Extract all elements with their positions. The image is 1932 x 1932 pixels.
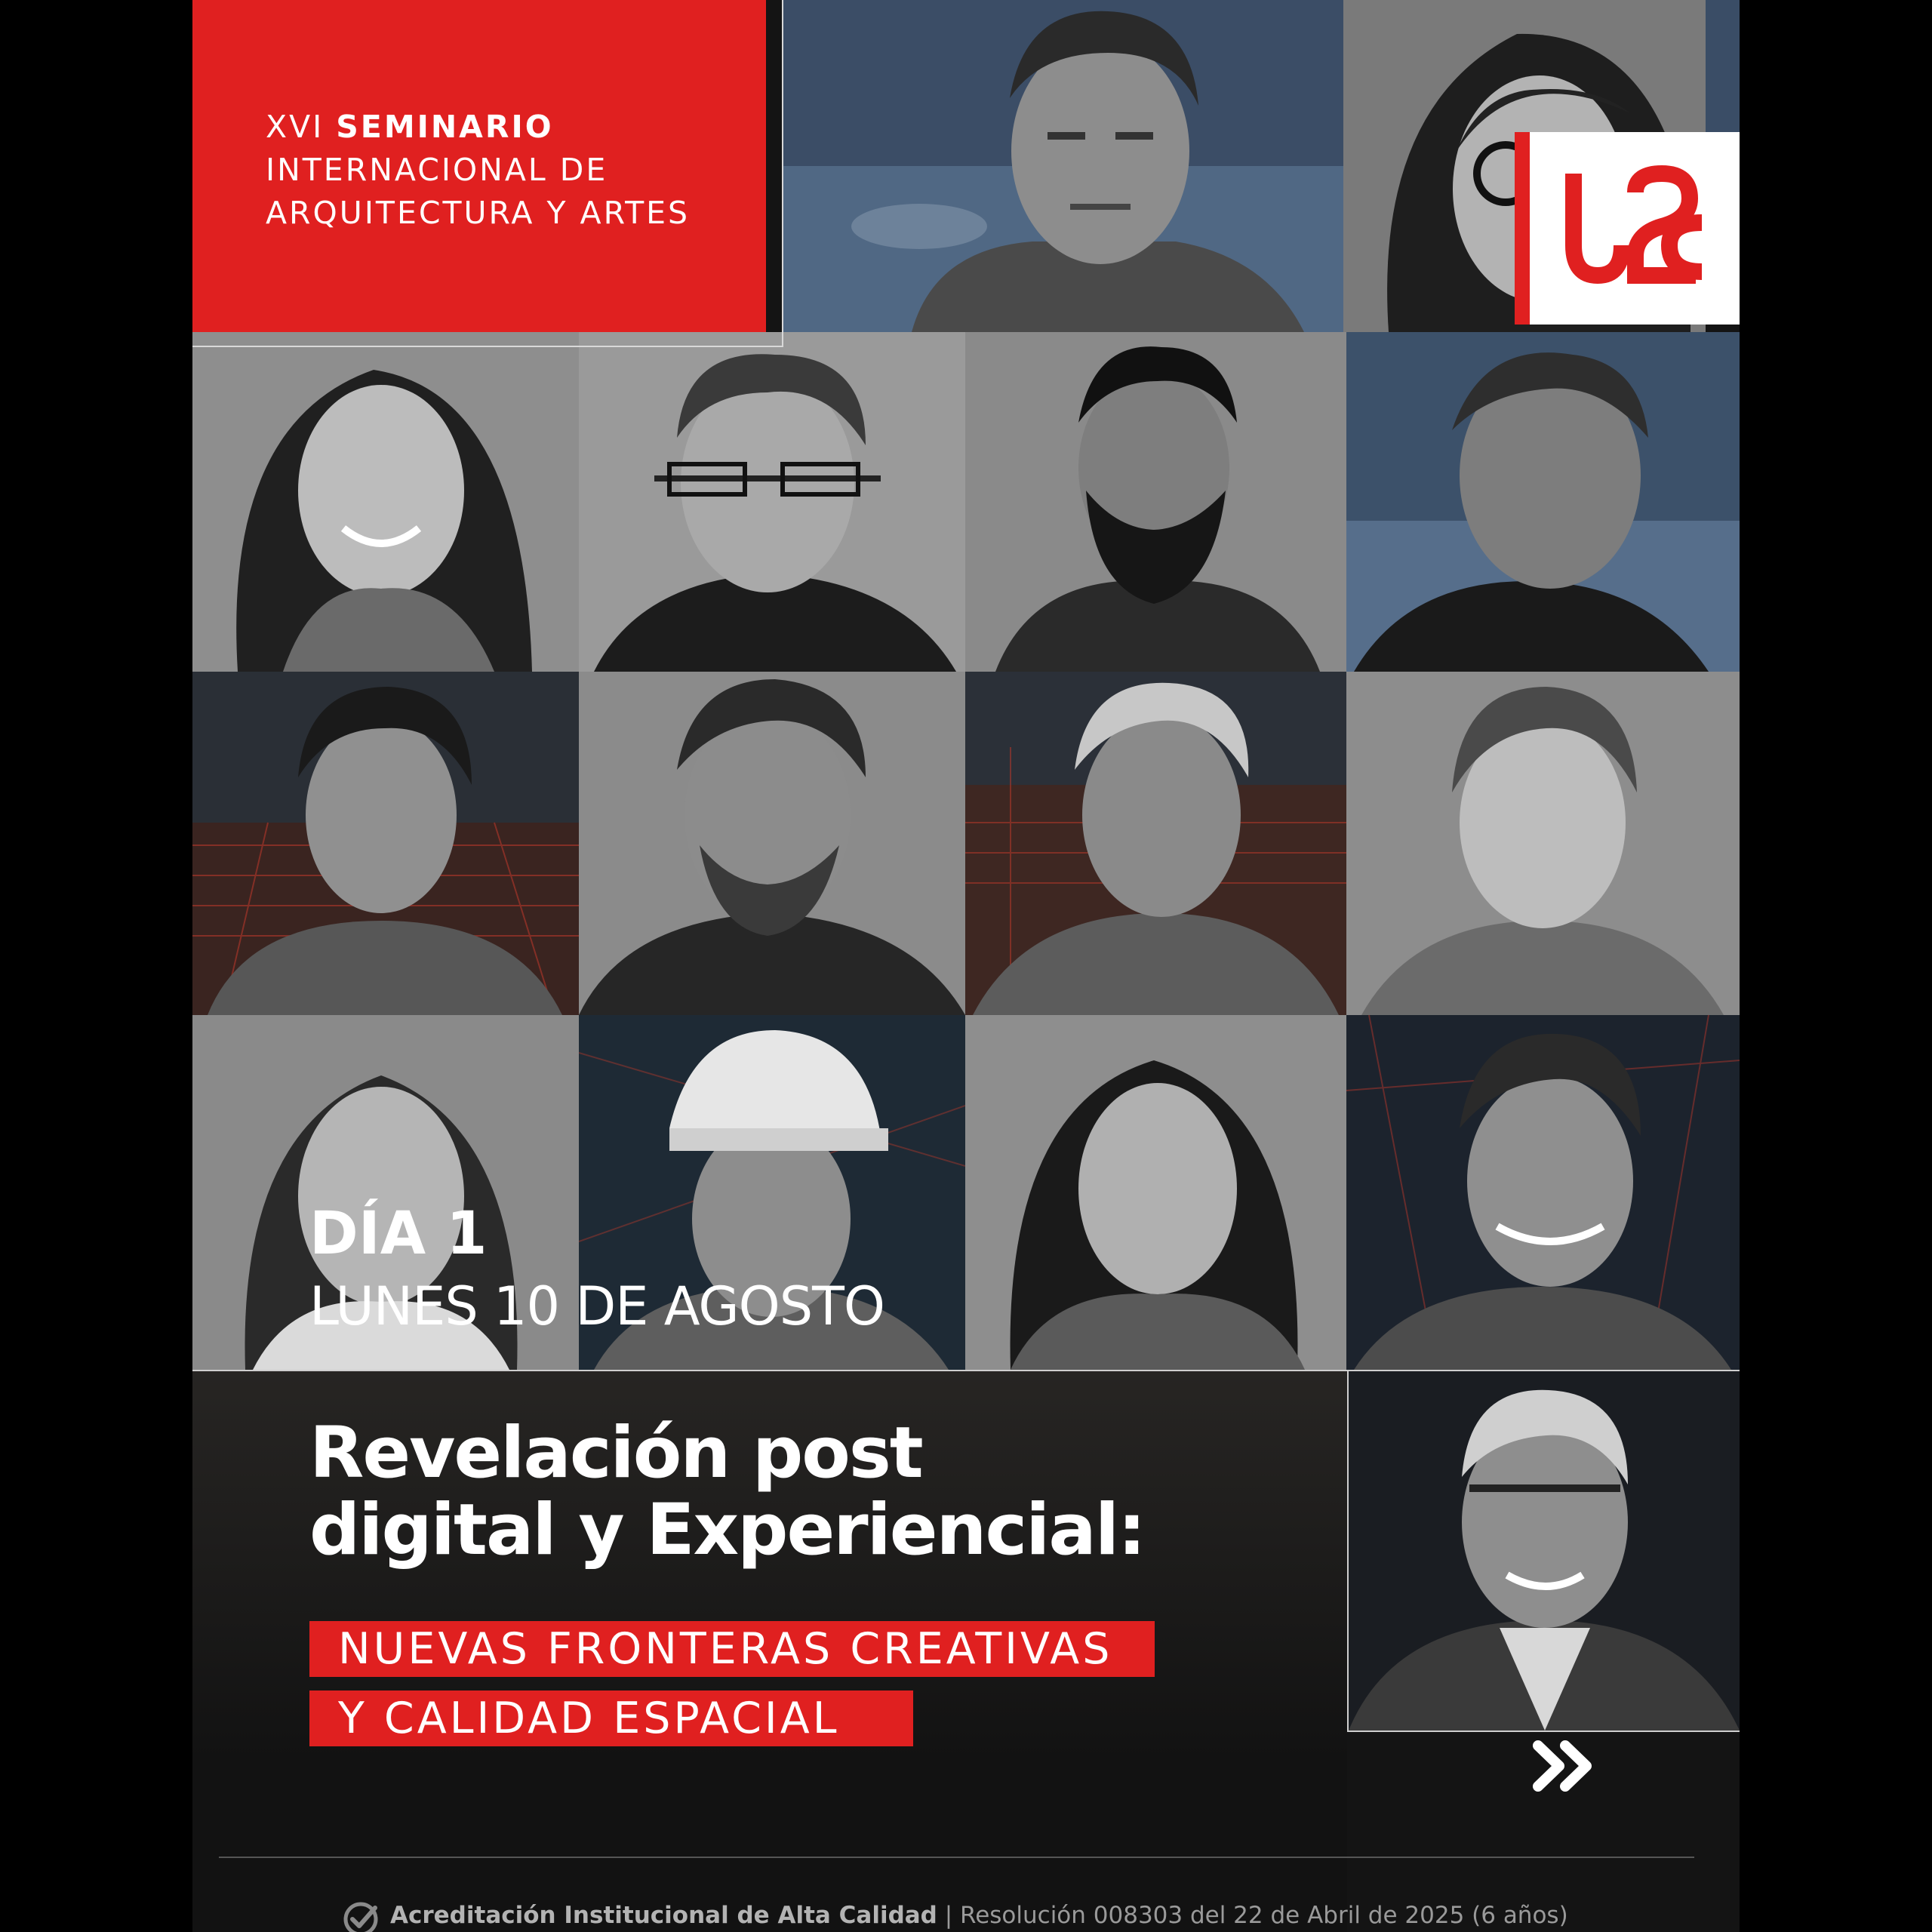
check-badge-icon <box>342 1900 380 1932</box>
speaker-photo-5 <box>579 332 965 672</box>
event-title-line3: ARQUITECTURA Y ARTES <box>266 195 691 231</box>
date-label: LUNES 10 DE AGOSTO <box>309 1275 885 1337</box>
topic-headline <box>309 1412 1145 1571</box>
accreditation-text: Acreditación Institucional de Alta Calidad <box>390 1902 937 1929</box>
double-chevron-right-icon[interactable] <box>1532 1740 1600 1792</box>
footer-divider <box>219 1857 1694 1858</box>
topic-headline-line2: digital y Experiencial: <box>309 1489 1145 1571</box>
footer-separator: | <box>944 1902 953 1929</box>
topic-subtitle-line1: NUEVAS FRONTERAS CREATIVAS <box>309 1621 1155 1677</box>
accreditation-footer <box>390 1902 1568 1929</box>
speaker-photo-6 <box>965 332 1346 672</box>
speaker-photo-4 <box>192 332 579 672</box>
speaker-photo-11 <box>1346 672 1740 1015</box>
speaker-photo-14 <box>965 1015 1346 1370</box>
event-title-frame <box>192 0 766 332</box>
university-logo-icon <box>1515 132 1740 325</box>
speaker-photo-1 <box>783 0 1343 332</box>
topic-subtitle-line2: Y CALIDAD ESPACIAL <box>309 1690 913 1746</box>
day-label: DÍA 1 <box>309 1200 488 1268</box>
speaker-photo-frame <box>1347 1370 1740 1732</box>
speaker-photo-8 <box>192 672 579 1015</box>
speaker-photo-7 <box>1346 332 1740 672</box>
speaker-photo-9 <box>579 672 965 1015</box>
event-title-bold: SEMINARIO <box>336 109 554 145</box>
divider <box>192 1370 1347 1371</box>
speaker-photo-10 <box>965 672 1346 1015</box>
speaker-photo-3-sky <box>1706 0 1740 132</box>
speaker-photo-15 <box>1346 1015 1740 1370</box>
event-title-line2: INTERNACIONAL DE <box>266 152 608 188</box>
event-edition: XVI <box>266 109 325 145</box>
topic-headline-line1: Revelación post <box>309 1412 922 1494</box>
resolution-text: Resolución 008303 del 22 de Abril de 2025 (6 años) <box>960 1902 1568 1929</box>
seminar-poster <box>192 0 1740 1932</box>
